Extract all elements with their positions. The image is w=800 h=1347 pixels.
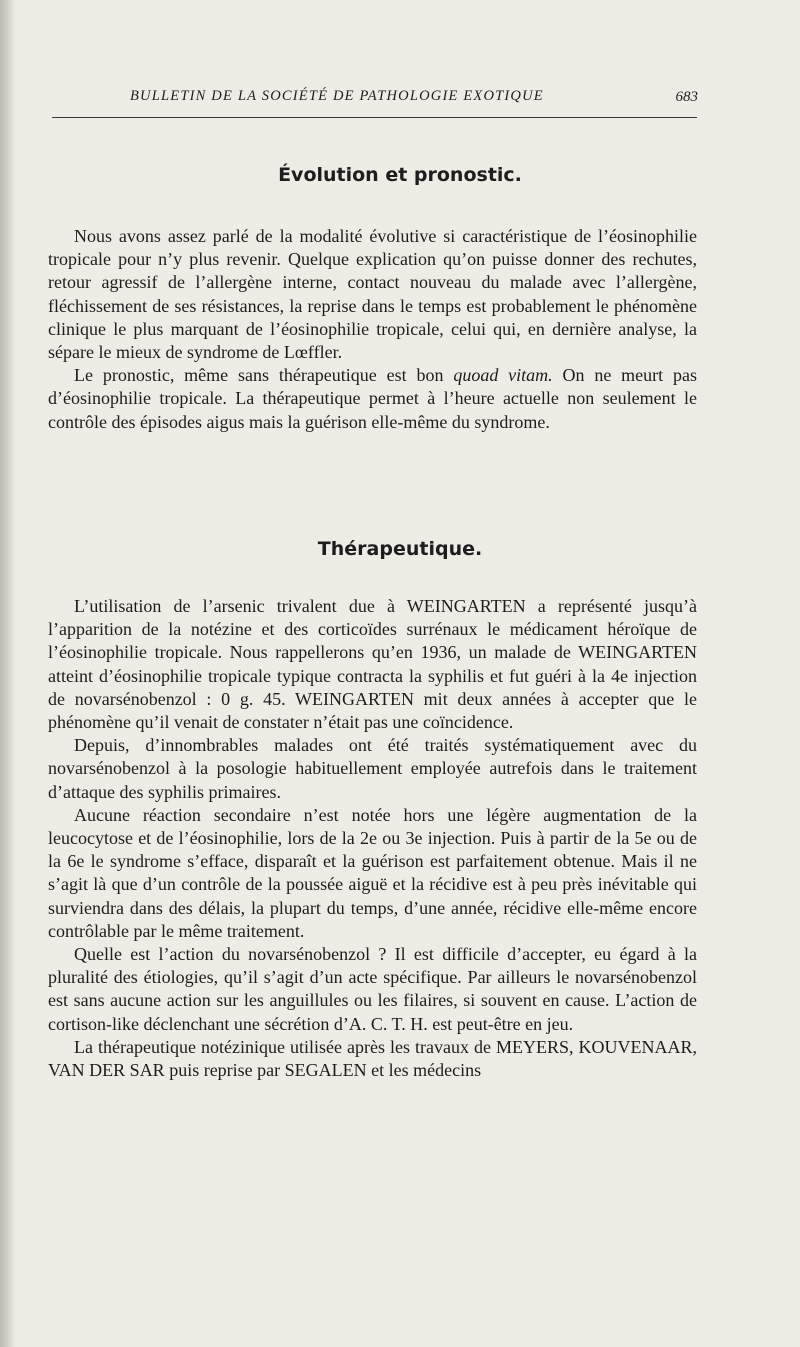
paragraph <box>48 364 697 434</box>
text-run: Le pronostic, même sans thérapeutique est bon <box>74 365 454 386</box>
paragraph: Quelle est l’action du novarsénobenzol ? Il est difficile d’accepter, eu égard à la pluralité des étiologies, qu’il s’agit d’un acte spécifique. Par ailleurs le novarsénobenzol est sans aucune action sur les anguillules ou les filaires, si souvent en cause. L’action de cortison-like déclenchant une sécrétion d’A. C. T. H. est peut-être en jeu. <box>48 944 697 1034</box>
running-title: BULLETIN DE LA SOCIÉTÉ DE PATHOLOGIE EXOTIQUE <box>130 88 544 104</box>
paragraph: L’utilisation de l’arsenic trivalent due à WEINGARTEN a représenté jusqu’à l’apparition de la notézine et des corticoïdes surrénaux le médicament héroïque de l’éosinophilie tropicale. Nous rappellerons qu’en 1936, un malade de WEINGARTEN atteint d’éosinophilie tropicale typique contracta la syphilis et fut guéri à la 4e injection de novarsénobenzol : 0 g. 45. WEINGARTEN mit deux années à accepter que le phénomène qu’il venait de constater n’était pas une coïncidence. <box>48 596 697 733</box>
header-rule <box>52 117 697 118</box>
latin-phrase: quoad vitam. <box>453 365 553 386</box>
paragraph: Nous avons assez parlé de la modalité évolutive si caractéristique de l’éosinophilie tropicale pour n’y plus revenir. Quelque explication qu’on puisse donner des rechutes, retour agressif de l’allergène interne, contact nouveau du malade avec l’allergène, fléchissement de ses résistances, la reprise dans le temps est probablement le phénomène clinique le plus marquant de l’éosinophilie tropicale, celui qui, en dernière analyse, la sépare le mieux de syndrome de Lœffler. <box>48 226 697 363</box>
section-heading-evolution: Évolution et pronostic. <box>278 164 522 186</box>
text-run: On ne meurt pas d’éosinophilie tropicale. La thérapeutique permet à l’heure actuelle non seulement le contrôle des épisodes aigus mais la guérison elle-même du syndrome. <box>48 365 697 432</box>
paragraph: Aucune réaction secondaire n’est notée hors une légère augmentation de la leucocytose et de l’éosinophilie, lors de la 2e ou 3e injection. Puis à partir de la 5e ou de la 6e le syndrome s’efface, disparaît et la guérison est parfaitement obtenue. Mais il ne s’agit là que d’un contrôle de la poussée aiguë et la récidive est à peu près inévitable qui surviendra dans des délais, la plupart du temps, d’une année, récidive elle-même encore contrôlable par le même traitement. <box>48 804 697 941</box>
section-body-evolution <box>48 225 697 434</box>
paragraph: Depuis, d’innombrables malades ont été traités systématiquement avec du novarsénobenzol à la posologie habituellement employée autrefois dans le traitement d’attaque des syphilis primaires. <box>48 735 697 802</box>
page-number: 683 <box>675 89 698 105</box>
page-header <box>48 88 698 110</box>
section-heading-therapeutique: Thérapeutique. <box>317 538 483 560</box>
paragraph: La thérapeutique notézinique utilisée après les travaux de MEYERS, KOUVENAAR, VAN DER SAR puis reprise par SEGALEN et les médecins <box>48 1036 697 1081</box>
section-body-therapeutique <box>48 595 697 1082</box>
